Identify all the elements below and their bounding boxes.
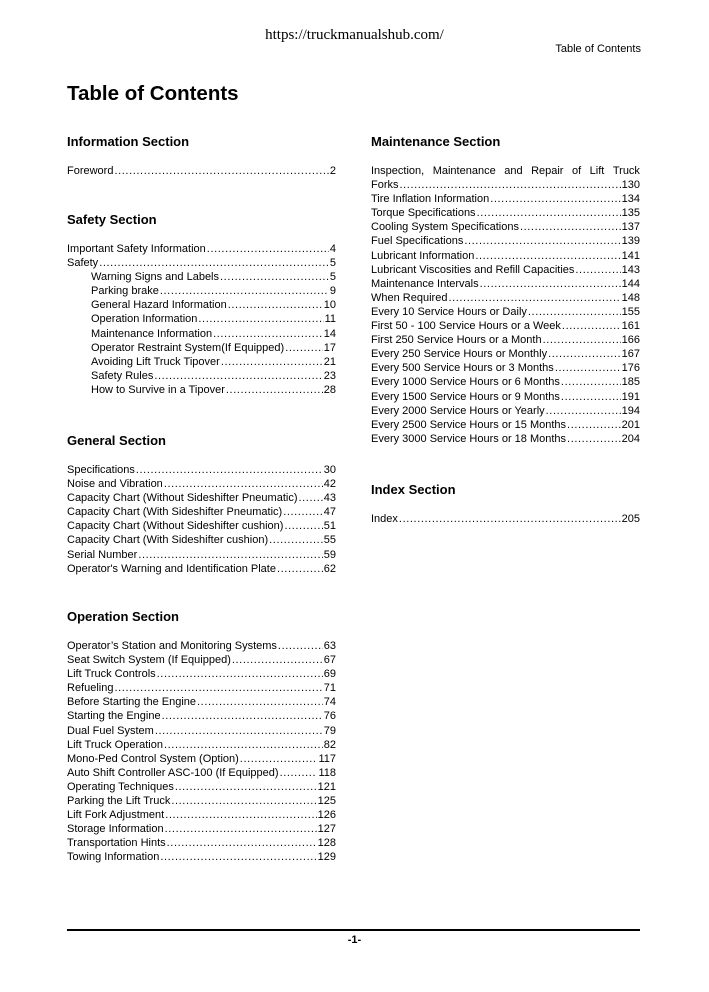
toc-entry[interactable] bbox=[67, 850, 336, 864]
toc-entry[interactable] bbox=[67, 491, 336, 505]
toc-section-general bbox=[67, 433, 336, 576]
toc-entry-title: Towing Information bbox=[67, 851, 160, 864]
toc-entry[interactable] bbox=[67, 298, 336, 312]
dot-leader bbox=[232, 653, 323, 667]
toc-entry-title: Forks bbox=[371, 179, 399, 192]
dot-leader bbox=[162, 709, 323, 723]
toc-entry[interactable] bbox=[371, 375, 640, 389]
toc-entry[interactable] bbox=[67, 738, 336, 752]
toc-entry-title: Dual Fuel System bbox=[67, 724, 154, 737]
toc-entry[interactable] bbox=[67, 327, 336, 341]
dot-leader bbox=[164, 738, 323, 752]
toc-entry-page: 167 bbox=[621, 348, 640, 361]
dot-leader bbox=[575, 263, 620, 277]
toc-entry-page: 63 bbox=[323, 640, 336, 652]
toc-entry[interactable] bbox=[371, 178, 640, 192]
toc-entry-page: 11 bbox=[324, 313, 336, 326]
dot-leader bbox=[167, 836, 317, 850]
dot-leader bbox=[157, 667, 323, 681]
toc-entry[interactable] bbox=[67, 533, 336, 547]
dot-leader bbox=[543, 333, 621, 347]
toc-entry[interactable] bbox=[371, 291, 640, 305]
dot-leader bbox=[269, 533, 323, 547]
toc-entry-page: 117 bbox=[318, 752, 336, 765]
toc-entry-page: 43 bbox=[323, 492, 336, 505]
toc-entry-title: Warning Signs and Labels bbox=[91, 271, 220, 284]
dot-leader bbox=[165, 808, 316, 822]
dot-leader bbox=[546, 404, 621, 418]
toc-entry-title: Safety bbox=[67, 257, 99, 270]
toc-entry-title: Important Safety Information bbox=[67, 243, 206, 255]
toc-entry-page: 194 bbox=[621, 404, 640, 417]
toc-entry[interactable] bbox=[371, 347, 640, 361]
dot-leader bbox=[197, 695, 323, 709]
toc-entry-title: Before Starting the Engine bbox=[67, 696, 197, 709]
toc-entry-title: Lift Truck Controls bbox=[67, 668, 156, 681]
dot-leader bbox=[480, 277, 621, 291]
dot-leader bbox=[277, 562, 323, 576]
toc-entry[interactable] bbox=[371, 319, 640, 333]
dot-leader bbox=[490, 192, 620, 206]
toc-entry-title: When Required bbox=[371, 291, 448, 304]
toc-entry-title: Operator’s Station and Monitoring Systems bbox=[67, 640, 277, 652]
toc-entry-title: Every 1500 Service Hours or 9 Months bbox=[371, 390, 560, 403]
toc-entry-page: 204 bbox=[621, 432, 640, 445]
toc-entry-page: 51 bbox=[323, 520, 336, 533]
dot-leader bbox=[160, 850, 316, 864]
toc-section-maintenance bbox=[371, 134, 640, 446]
dot-leader bbox=[561, 390, 621, 404]
section-heading: Maintenance Section bbox=[371, 134, 501, 149]
toc-entry-page: 129 bbox=[317, 851, 336, 864]
toc-entry[interactable] bbox=[371, 404, 640, 418]
dot-leader bbox=[528, 305, 621, 319]
toc-entry-page: 121 bbox=[317, 780, 336, 793]
toc-entry[interactable] bbox=[67, 667, 336, 681]
toc-entry-page: 139 bbox=[621, 235, 640, 248]
toc-entry-page: 59 bbox=[323, 548, 336, 561]
toc-section-information bbox=[67, 134, 336, 178]
toc-entry-title: Parking the Lift Truck bbox=[67, 795, 171, 808]
toc-entry-word: and bbox=[504, 165, 523, 177]
toc-entry[interactable] bbox=[67, 780, 336, 794]
toc-entry-title: First 50 - 100 Service Hours or a Week bbox=[371, 320, 561, 333]
toc-entry[interactable] bbox=[67, 505, 336, 519]
toc-entry-page: 118 bbox=[318, 766, 336, 779]
dot-leader bbox=[221, 355, 323, 369]
toc-entry-page: 127 bbox=[317, 823, 336, 836]
dot-leader bbox=[198, 312, 323, 326]
toc-entry-page: 185 bbox=[621, 376, 640, 389]
toc-entry[interactable] bbox=[371, 305, 640, 319]
toc-entry-title: Lift Fork Adjustment bbox=[67, 809, 165, 822]
dot-leader bbox=[226, 383, 323, 397]
toc-entry-page: 76 bbox=[323, 710, 336, 723]
toc-entry-page: 14 bbox=[323, 327, 336, 340]
toc-entry-title: Mono-Ped Control System (Option) bbox=[67, 752, 239, 765]
toc-entry-title: Lift Truck Operation bbox=[67, 738, 163, 751]
toc-entry-page: 79 bbox=[323, 724, 336, 737]
toc-entry[interactable] bbox=[67, 724, 336, 738]
dot-leader bbox=[448, 291, 620, 305]
toc-entry-title: Maintenance Intervals bbox=[371, 277, 479, 290]
toc-entry[interactable] bbox=[67, 312, 336, 326]
toc-entry-page: 125 bbox=[317, 795, 336, 808]
toc-entry-title: Capacity Chart (Without Sideshifter cushion) bbox=[67, 520, 284, 533]
toc-entry-title: Noise and Vibration bbox=[67, 478, 163, 491]
toc-entry[interactable] bbox=[371, 234, 640, 248]
dot-leader bbox=[99, 256, 329, 270]
dot-leader bbox=[399, 512, 621, 526]
toc-entry-title: Torque Specifications bbox=[371, 207, 476, 220]
toc-entry[interactable] bbox=[67, 548, 336, 562]
dot-leader bbox=[561, 375, 621, 389]
toc-entry-title: Every 3000 Service Hours or 18 Months bbox=[371, 432, 567, 445]
toc-entry-page: 30 bbox=[323, 464, 336, 476]
toc-entry[interactable] bbox=[371, 432, 640, 446]
toc-entry-title: Cooling System Specifications bbox=[371, 221, 519, 234]
toc-entry-page: 5 bbox=[329, 257, 336, 270]
dot-leader bbox=[298, 491, 322, 505]
toc-entry[interactable] bbox=[67, 709, 336, 723]
dot-leader bbox=[520, 220, 621, 234]
dot-leader bbox=[220, 270, 329, 284]
toc-entry-word: Lift bbox=[589, 165, 605, 177]
toc-entry[interactable] bbox=[67, 284, 336, 298]
toc-entry-title: Every 1000 Service Hours or 6 Months bbox=[371, 376, 560, 389]
toc-entry-title: Index bbox=[371, 513, 398, 525]
dot-leader bbox=[400, 178, 621, 192]
toc-entry-title: Operating Techniques bbox=[67, 780, 174, 793]
toc-entry[interactable] bbox=[67, 270, 336, 284]
toc-entry[interactable] bbox=[371, 206, 640, 220]
section-heading: Index Section bbox=[371, 482, 456, 497]
toc-entry[interactable] bbox=[67, 766, 336, 780]
toc-entry-title: Auto Shift Controller ASC-100 (If Equipped) bbox=[67, 766, 279, 779]
toc-entry-wrapped-line bbox=[371, 164, 640, 178]
dot-leader bbox=[207, 242, 329, 256]
dot-leader bbox=[567, 418, 621, 432]
toc-section-index bbox=[371, 482, 640, 526]
toc-entry-title: Refueling bbox=[67, 682, 114, 695]
toc-entry-page: 191 bbox=[621, 390, 640, 403]
dot-leader bbox=[555, 361, 621, 375]
toc-entry-title: Fuel Specifications bbox=[371, 235, 464, 248]
toc-entry[interactable] bbox=[67, 369, 336, 383]
toc-entry-page: 47 bbox=[323, 506, 336, 519]
toc-entry-title: Every 250 Service Hours or Monthly bbox=[371, 348, 548, 361]
dot-leader bbox=[548, 347, 621, 361]
toc-entry-title: Every 10 Service Hours or Daily bbox=[371, 305, 527, 318]
toc-entry[interactable] bbox=[67, 341, 336, 355]
toc-entry[interactable] bbox=[67, 463, 336, 477]
toc-entry-page: 130 bbox=[621, 179, 640, 192]
page-title: Table of Contents bbox=[67, 82, 239, 105]
toc-entry[interactable] bbox=[67, 681, 336, 695]
toc-entry-page: 2 bbox=[329, 165, 336, 177]
dot-leader bbox=[160, 284, 329, 298]
toc-entry[interactable] bbox=[67, 794, 336, 808]
toc-entry-title: Seat Switch System (If Equipped) bbox=[67, 654, 231, 667]
toc-entry-page: 137 bbox=[621, 221, 640, 234]
toc-entry-title: Every 2500 Service Hours or 15 Months bbox=[371, 418, 567, 431]
toc-entry-page: 9 bbox=[329, 285, 336, 298]
toc-entry-page: 82 bbox=[323, 738, 336, 751]
toc-entry-page: 10 bbox=[323, 299, 336, 312]
toc-entry-title: Lubricant Viscosities and Refill Capacities bbox=[371, 263, 575, 276]
toc-entry[interactable] bbox=[67, 355, 336, 369]
footer-rule bbox=[67, 929, 640, 931]
toc-entry[interactable] bbox=[67, 653, 336, 667]
toc-entry-title: Storage Information bbox=[67, 823, 164, 836]
source-url: https://truckmanualshub.com/ bbox=[265, 27, 444, 43]
dot-leader bbox=[165, 822, 317, 836]
toc-entry[interactable] bbox=[371, 418, 640, 432]
toc-entry-title: First 250 Service Hours or a Month bbox=[371, 334, 542, 347]
toc-entry-page: 126 bbox=[317, 809, 336, 822]
toc-entry-page: 134 bbox=[621, 193, 640, 206]
toc-entry-page: 5 bbox=[329, 271, 336, 284]
toc-entry-page: 69 bbox=[323, 668, 336, 681]
section-heading: Information Section bbox=[67, 134, 190, 149]
toc-entry-page: 67 bbox=[323, 654, 336, 667]
dot-leader bbox=[562, 319, 621, 333]
toc-entry-page: 128 bbox=[317, 837, 336, 850]
dot-leader bbox=[114, 681, 322, 695]
dot-leader bbox=[138, 548, 322, 562]
toc-entry[interactable] bbox=[67, 242, 336, 256]
toc-entry[interactable] bbox=[371, 220, 640, 234]
toc-entry[interactable] bbox=[67, 752, 336, 766]
toc-entry-title: Tire Inflation Information bbox=[371, 193, 490, 206]
toc-entry-title: Operator Restraint System(If Equipped) bbox=[91, 341, 285, 354]
toc-entry-page: 201 bbox=[621, 418, 640, 431]
toc-entry-title: Capacity Chart (Without Sideshifter Pneumatic) bbox=[67, 492, 298, 505]
toc-entry-page: 148 bbox=[621, 291, 640, 304]
toc-entry[interactable] bbox=[67, 519, 336, 533]
dot-leader bbox=[475, 249, 620, 263]
toc-entry-page: 143 bbox=[621, 263, 640, 276]
toc-entry-title: Transportation Hints bbox=[67, 837, 166, 850]
toc-entry[interactable] bbox=[371, 390, 640, 404]
dot-leader bbox=[240, 752, 318, 766]
toc-entry-word: Truck bbox=[612, 165, 640, 177]
toc-entry[interactable] bbox=[67, 383, 336, 397]
section-heading: Operation Section bbox=[67, 609, 179, 624]
page-number: -1- bbox=[347, 934, 362, 946]
toc-entry-title: Parking brake bbox=[91, 285, 159, 298]
toc-entry-page: 205 bbox=[621, 513, 640, 525]
toc-entry-word: Inspection, bbox=[371, 165, 425, 177]
dot-leader bbox=[464, 234, 620, 248]
toc-entry[interactable] bbox=[371, 512, 640, 526]
toc-entry-title: Foreword bbox=[67, 165, 114, 177]
toc-entry-page: 166 bbox=[621, 334, 640, 347]
toc-entry[interactable] bbox=[371, 361, 640, 375]
toc-entry-page: 155 bbox=[621, 305, 640, 318]
toc-section-safety bbox=[67, 212, 336, 397]
toc-entry[interactable] bbox=[371, 249, 640, 263]
toc-entry[interactable] bbox=[67, 477, 336, 491]
toc-entry-page: 144 bbox=[621, 277, 640, 290]
toc-entry[interactable] bbox=[67, 164, 336, 178]
dot-leader bbox=[285, 341, 323, 355]
toc-entry-page: 4 bbox=[329, 243, 336, 255]
toc-entry-page: 135 bbox=[621, 207, 640, 220]
toc-entry-title: Capacity Chart (With Sideshifter Pneumatic) bbox=[67, 506, 283, 519]
toc-entry-word: Repair bbox=[531, 165, 564, 177]
dot-leader bbox=[477, 206, 621, 220]
toc-entry-title: Starting the Engine bbox=[67, 710, 161, 723]
toc-entry-title: Lubricant Information bbox=[371, 249, 475, 262]
toc-entry-page: 42 bbox=[323, 478, 336, 491]
dot-leader bbox=[114, 164, 328, 178]
toc-entry[interactable] bbox=[67, 639, 336, 653]
toc-entry[interactable] bbox=[67, 822, 336, 836]
toc-entry-title: Operator's Warning and Identification Plate bbox=[67, 562, 276, 575]
toc-entry[interactable] bbox=[371, 192, 640, 206]
toc-entry[interactable] bbox=[67, 256, 336, 270]
toc-entry-page: 62 bbox=[323, 562, 336, 575]
toc-entry[interactable] bbox=[371, 263, 640, 277]
toc-entry[interactable] bbox=[67, 836, 336, 850]
dot-leader bbox=[175, 780, 317, 794]
dot-leader bbox=[136, 463, 323, 477]
dot-leader bbox=[213, 327, 323, 341]
toc-entry-title: Operation Information bbox=[91, 313, 198, 326]
dot-leader bbox=[283, 505, 323, 519]
running-head: Table of Contents bbox=[555, 43, 641, 55]
toc-entry-word: Maintenance bbox=[432, 165, 496, 177]
toc-entry-word: of bbox=[571, 165, 582, 177]
toc-entry-title: Every 500 Service Hours or 3 Months bbox=[371, 362, 554, 375]
toc-entry-page: 21 bbox=[323, 355, 336, 368]
toc-entry-page: 161 bbox=[621, 320, 640, 333]
toc-entry-page: 28 bbox=[323, 383, 336, 396]
dot-leader bbox=[154, 369, 322, 383]
dot-leader bbox=[278, 639, 323, 653]
toc-entry[interactable] bbox=[67, 808, 336, 822]
toc-entry[interactable] bbox=[67, 695, 336, 709]
toc-entry[interactable] bbox=[371, 277, 640, 291]
dot-leader bbox=[155, 724, 323, 738]
toc-entry-title: How to Survive in a Tipover bbox=[91, 383, 225, 396]
dot-leader bbox=[567, 432, 621, 446]
toc-entry-title: Specifications bbox=[67, 464, 135, 476]
toc-entry-title: Every 2000 Service Hours or Yearly bbox=[371, 404, 545, 417]
dot-leader bbox=[171, 794, 316, 808]
toc-entry-page: 23 bbox=[323, 369, 336, 382]
toc-entry-title: Avoiding Lift Truck Tipover bbox=[91, 355, 220, 368]
toc-entry-title: Maintenance Information bbox=[91, 327, 213, 340]
toc-entry-title: Capacity Chart (With Sideshifter cushion) bbox=[67, 534, 269, 547]
toc-entry-title: Safety Rules bbox=[91, 369, 154, 382]
toc-section-operation bbox=[67, 609, 336, 865]
section-heading: General Section bbox=[67, 433, 166, 448]
toc-entry[interactable] bbox=[371, 333, 640, 347]
toc-entry-page: 176 bbox=[621, 362, 640, 375]
dot-leader bbox=[280, 766, 318, 780]
toc-entry-page: 71 bbox=[323, 682, 336, 695]
toc-entry[interactable] bbox=[67, 562, 336, 576]
section-heading: Safety Section bbox=[67, 212, 157, 227]
toc-entry-page: 141 bbox=[621, 249, 640, 262]
toc-entry-page: 17 bbox=[323, 341, 336, 354]
dot-leader bbox=[228, 298, 323, 312]
toc-entry-page: 55 bbox=[323, 534, 336, 547]
toc-entry-page: 74 bbox=[323, 696, 336, 709]
dot-leader bbox=[164, 477, 323, 491]
toc-entry-title: Serial Number bbox=[67, 548, 138, 561]
dot-leader bbox=[284, 519, 322, 533]
toc-entry-title: General Hazard Information bbox=[91, 299, 227, 312]
